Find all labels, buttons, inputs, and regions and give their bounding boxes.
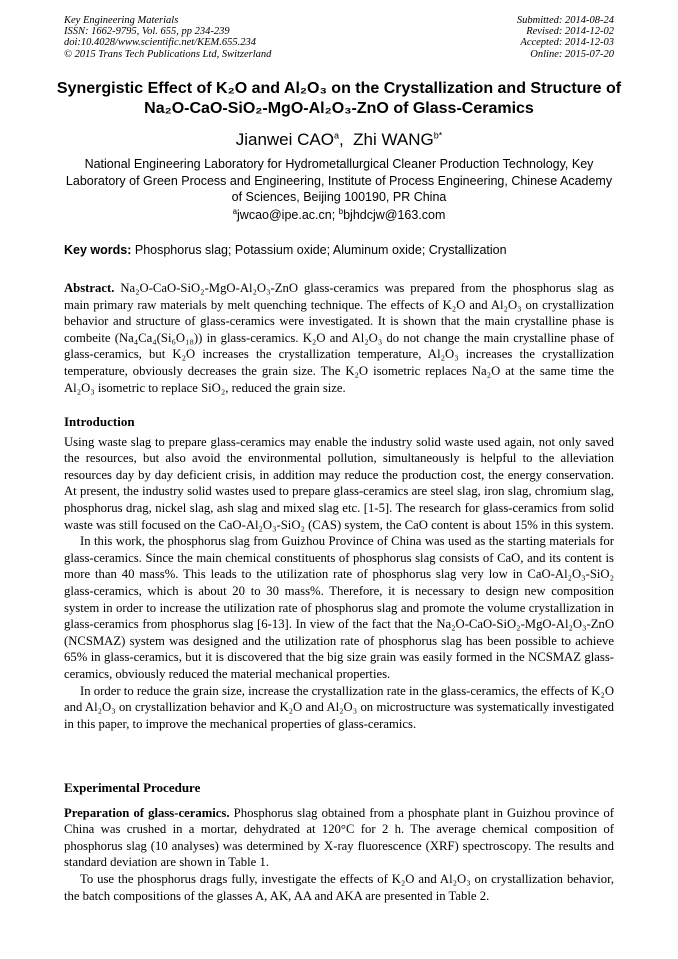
- revised-date: Revised: 2014-12-02: [526, 26, 614, 38]
- copyright-line: © 2015 Trans Tech Publications Ltd, Switzerland: [64, 48, 272, 60]
- paragraph: In order to reduce the grain size, increase the crystallization rate in the glass-ceramics, the effects of K₂O and Al₂O₃ on crystallization behavior and K₂O and Al₂O₃ on microstructure was systematically investigated in this paper, to improve the mechanical properties of glass-ceramics.: [64, 683, 614, 731]
- email[interactable]: bjhdcjw@163.com: [343, 208, 446, 223]
- paragraph: Phosphorus slag obtained from a phosphate plant in Guizhou province of China was crushed in a mortar, dehydrated at 120°C for 2 h. The average chemical composition of phosphorus slag (10 analyses) was determined by X-ray fluorescence (XRF) spectroscopy. The results and standard deviation are shown in Table 1.: [64, 805, 614, 870]
- author-name: Jianwei CAO: [235, 130, 334, 149]
- section-heading: Introduction: [64, 414, 135, 429]
- abstract-label: Abstract.: [64, 281, 115, 295]
- subsection-label: Preparation of glass-ceramics.: [64, 805, 230, 820]
- online-date: Online: 2015-07-20: [530, 48, 614, 60]
- keywords-label: Key words:: [64, 243, 132, 257]
- author-mark: a: [333, 130, 339, 141]
- experimental-section: [64, 780, 614, 904]
- email[interactable]: jwcao@ipe.ac.cn;: [237, 208, 339, 223]
- paragraph: To use the phosphorus drags fully, investigate the effects of K₂O and Al₂O₃ on crystallization behavior, the batch compositions of the glasses A, AK, AA and AKA are presented in Table 2.: [64, 871, 614, 903]
- paper-title: [40, 79, 638, 119]
- doi-line: doi:10.4028/www.scientific.net/KEM.655.234: [64, 37, 256, 49]
- email-mark: b: [338, 207, 344, 216]
- introduction-section: [64, 414, 614, 732]
- email-mark: a: [232, 207, 238, 216]
- abstract: [64, 280, 614, 396]
- emails: [0, 207, 678, 222]
- paragraph: In this work, the phosphorus slag from Guizhou Province of China was used as the starting materials for glass-ceramics. Since the main chemical constituents of phosphorus slag consists of CaO, and its content is more than 40 mass%. This leads to the utilization rate of phosphorus slag very low in CaO-Al₂O₃-SiO₂ glass-ceramics, which is about 20 to 30 mass%. Therefore, it is necessary to design new composition system in order to increase the utilization rate of phosphorus slag and promote the volume crystallization in glass-ceramics from phosphorus slag [6-13]. In view of the fact that the Na₂O-CaO-SiO₂-MgO-Al₂O₃-ZnO (NCSMAZ) system was designed and the utilization rate of phosphorus slag has been possible to achieve 65% in glass-ceramics, but it is discovered that the big size grain was easily formed in the NCSMAZ glass-ceramics, obviously reduced the material mechanical properties.: [64, 534, 614, 681]
- issn-line: ISSN: 1662-9795, Vol. 655, pp 234-239: [64, 26, 230, 38]
- journal-info: [64, 15, 271, 60]
- affiliation: National Engineering Laboratory for Hydrometallurgical Cleaner Production Technology, Key Laboratory of Green Process and Engineering, Institute of Process Engineering, Chinese Academy of Sciences, Beijing 100190, PR China: [65, 157, 613, 204]
- authors: Jianwei CAO$^a$, Zhi $WANG^{b*}$: [235, 130, 443, 149]
- journal-name: Key Engineering Materials: [64, 15, 179, 26]
- submitted-date: Submitted: 2014-08-24: [516, 15, 614, 26]
- abstract-text: Na₂O-CaO-SiO₂-MgO-Al₂O₃-ZnO glass-ceramics was prepared from the phosphorus slag as main primary raw materials by melt quenching technique. The effects of K₂O and Al₂O₃ on crystallization behavior and structure of glass-ceramics were investigated. It is shown that the main crystalline phase is combeite (Na₄Ca₄(Si₆O₁₈)) in glass-ceramics. K₂O and Al₂O₃ do not change the main crystalline phase of glass-ceramics, but K₂O increases the crystallization temperature, Al₂O₃ increases the crystallization temperature, obviously decreases the grain size. The K₂O isometric replaces Na₂O at the same time the Al₂O₃ isometric to replace SiO₂, reduced the grain size.: [64, 281, 614, 395]
- title-line: Na₂O-CaO-SiO₂-MgO-Al₂O₃-ZnO of Glass-Ceramics: [144, 100, 534, 117]
- dates-info: [517, 15, 614, 60]
- paragraph: Using waste slag to prepare glass-ceramics may enable the industry solid waste used again, not only saved the resources, but also avoid the environmental pollution, simultaneously is helpful to the alleviation resources day by day deficient crisis, in addition may reduce the production cost, the energy conservation. At present, the industry solid wastes used to prepare glass-ceramics are steel slag, iron slag, chromium slag, phosphorus drag, nickel slag, ash slag and mixed slag etc. [1-5]. The research for glass-ceramics from solid waste was still focused on the CaO-Al₂O₃-SiO₂ (CAS) system, the CaO content is about 15% in this system.: [64, 434, 614, 532]
- accepted-date: Accepted: 2014-12-03: [520, 37, 614, 49]
- keywords-text: Phosphorus slag; Potassium oxide; Aluminum oxide; Crystallization: [131, 243, 507, 257]
- keywords: [64, 243, 614, 257]
- section-heading: Experimental Procedure: [64, 780, 201, 795]
- author-mark: b*: [433, 130, 443, 141]
- title-line: Synergistic Effect of K₂O and Al₂O₃ on the Crystallization and Structure of: [56, 80, 622, 97]
- author-name: Zhi WANG: [353, 130, 434, 149]
